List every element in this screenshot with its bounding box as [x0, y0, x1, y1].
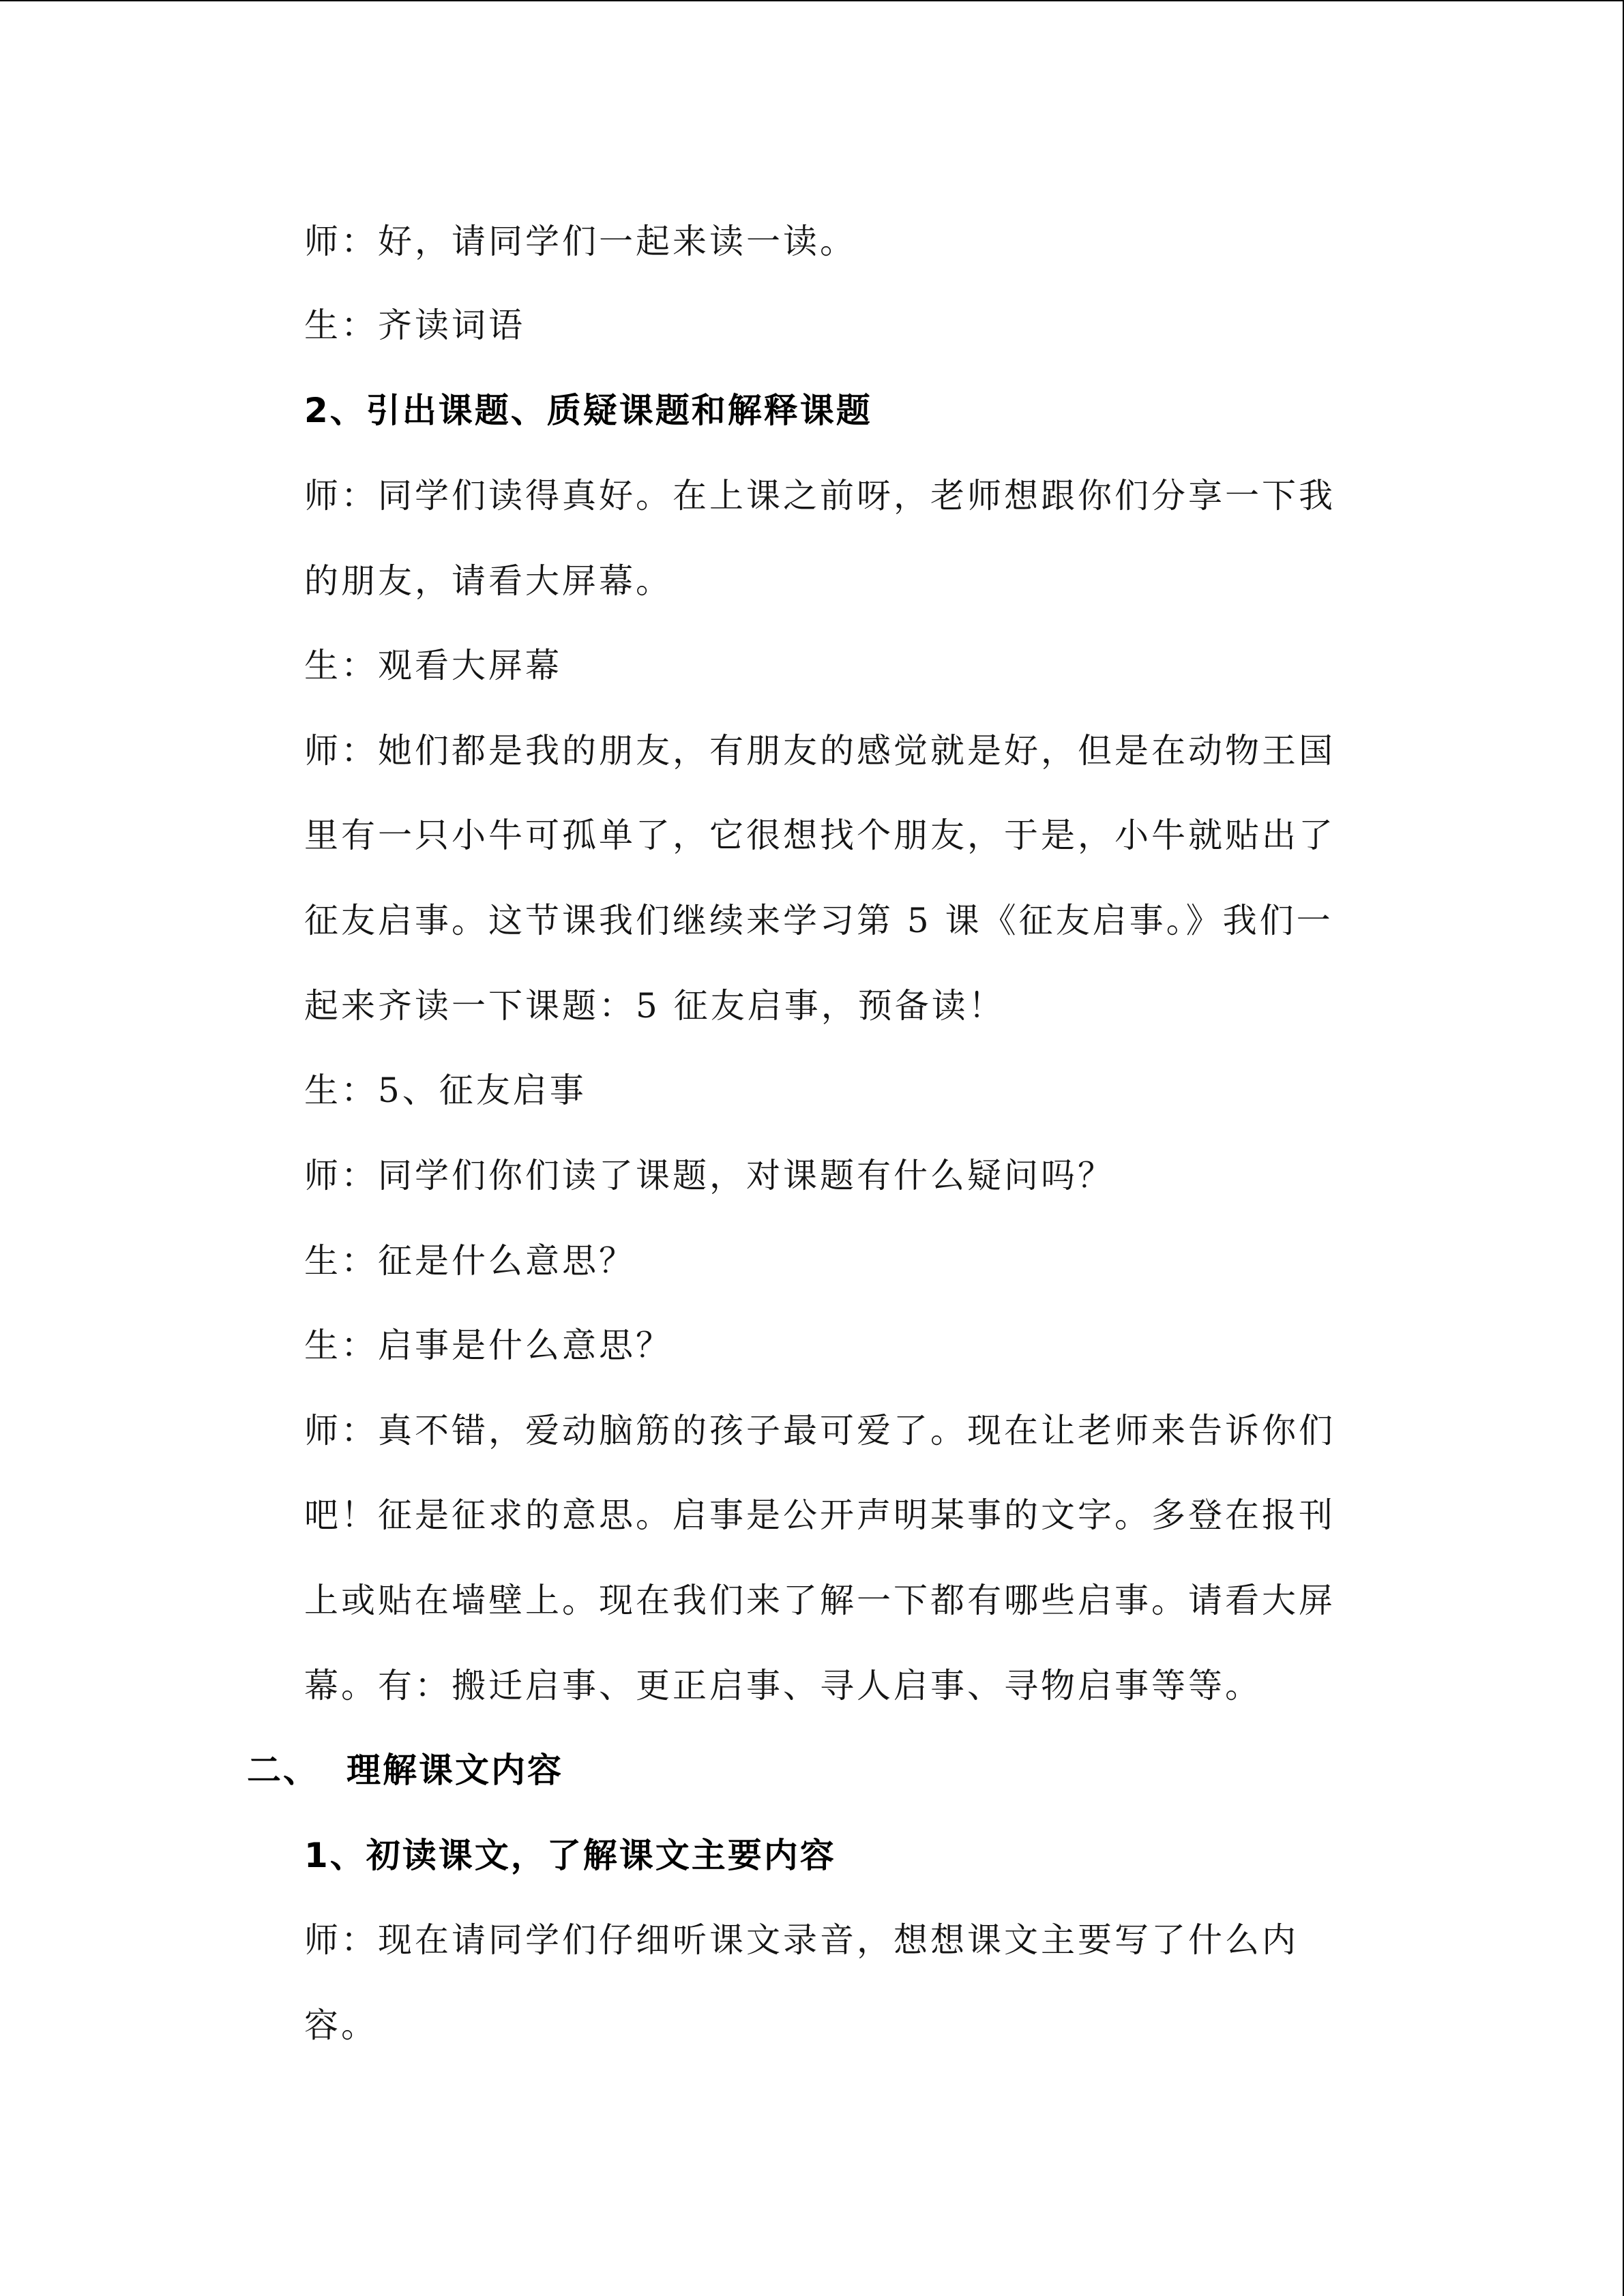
dialogue-line: 师：好，请同学们一起来读一读。	[304, 222, 857, 261]
dialogue-line: 上或贴在墙壁上。现在我们来了解一下都有哪些启事。请看大屏	[304, 1581, 1335, 1620]
dialogue-line: 生：5、征友启事	[304, 1071, 587, 1110]
dialogue-line: 师：同学们读得真好。在上课之前呀，老师想跟你们分享一下我	[304, 476, 1335, 516]
section-title: 理解课文内容	[346, 1750, 563, 1790]
dialogue-line: 容。	[304, 2006, 378, 2045]
dialogue-line: 师：真不错，爱动脑筋的孩子最可爱了。现在让老师来告诉你们	[304, 1411, 1335, 1450]
dialogue-line: 生：征是什么意思？	[304, 1241, 636, 1281]
dialogue-line: 生：齐读词语	[304, 305, 525, 345]
dialogue-line: 师：她们都是我的朋友，有朋友的感觉就是好，但是在动物王国	[304, 731, 1335, 771]
section-heading	[247, 1750, 563, 1791]
dialogue-line: 征友启事。这节课我们继续来学习第 5 课《征友启事。》我们一	[304, 901, 1333, 940]
dialogue-line: 幕。有：搬迁启事、更正启事、寻人启事、寻物启事等等。	[304, 1666, 1262, 1705]
dialogue-line: 的朋友，请看大屏幕。	[304, 561, 673, 601]
dialogue-line: 起来齐读一下课题：5 征友启事，预备读！	[304, 986, 1005, 1026]
dialogue-line: 师：现在请同学们仔细听课文录音，想想课文主要写了什么内	[304, 1920, 1299, 1960]
dialogue-line: 师：同学们你们读了课题，对课题有什么疑问吗？	[304, 1156, 1114, 1195]
dialogue-line: 生：观看大屏幕	[304, 646, 562, 685]
dialogue-line: 里有一只小牛可孤单了，它很想找个朋友，于是，小牛就贴出了	[304, 816, 1335, 855]
dialogue-line: 生：启事是什么意思？	[304, 1326, 673, 1365]
subsection-heading: 2、引出课题、质疑课题和解释课题	[304, 391, 872, 430]
dialogue-line: 吧！征是征求的意思。启事是公开声明某事的文字。多登在报刊	[304, 1495, 1335, 1535]
subsection-heading: 1、初读课文，了解课文主要内容	[304, 1836, 836, 1875]
section-number: 二、	[247, 1750, 319, 1790]
